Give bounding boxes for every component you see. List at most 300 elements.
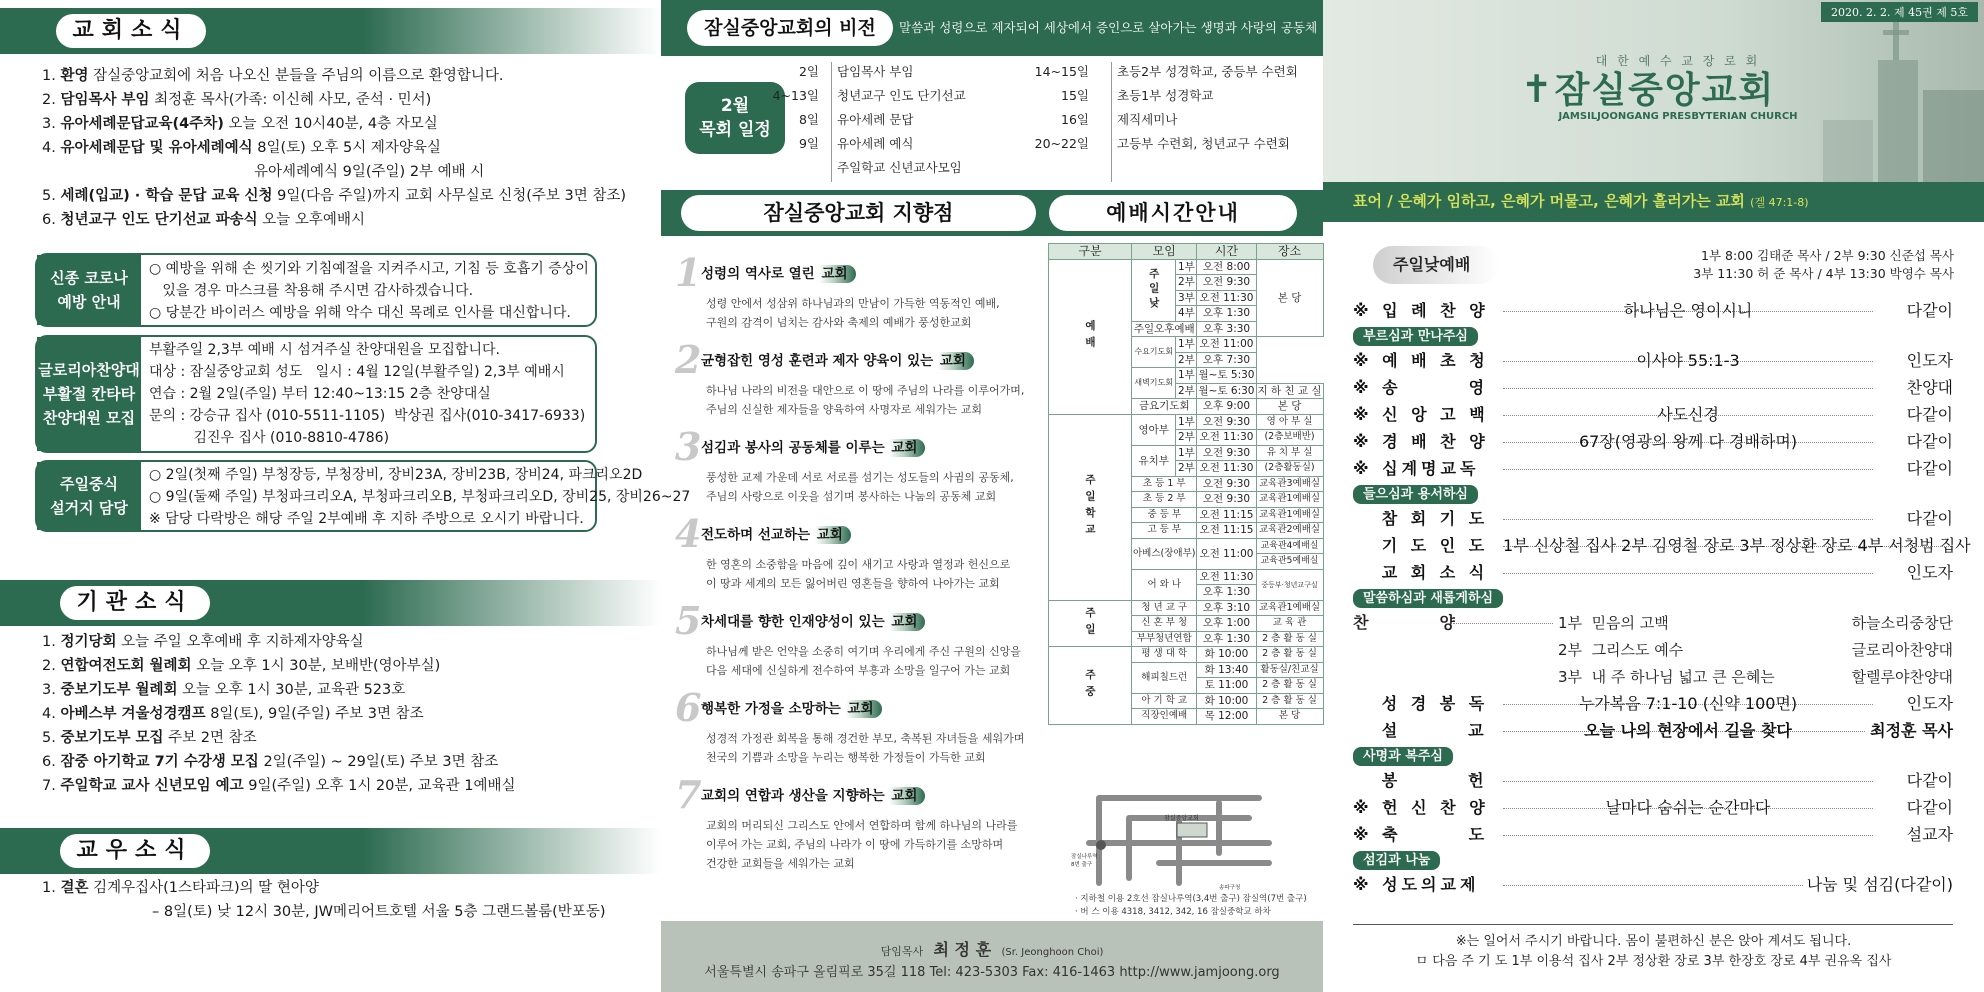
news-item (42, 900, 605, 924)
item-value: 오늘 오후 1시 30분, 교육관 523호 (182, 682, 406, 698)
item-value: 8일(토) 오후 5시 제자양육실 (257, 140, 441, 156)
news-item (42, 184, 626, 208)
table-cell: 오전 11:30 (1197, 290, 1256, 306)
vision-heading-highlight: 교회 (889, 439, 925, 457)
table-row (1049, 259, 1324, 275)
dotted-leader (1503, 573, 1873, 574)
schedule-divider (1111, 62, 1112, 182)
order-content: 이사야 55:1-3 (1636, 351, 1740, 370)
news-item (42, 702, 515, 726)
vision-line: 천국의 기쁨과 소망을 누리는 행복한 가정들이 가득한 교회 (706, 751, 986, 764)
table-cell: 1부 (1176, 368, 1197, 384)
dotted-leader (1453, 623, 1553, 624)
news-item (42, 774, 515, 798)
issue-date: 2020. 2. 2. 제 45권 제 5호 (1821, 2, 1978, 22)
table-cell: 오전 9:30 (1197, 414, 1256, 430)
table-cell: 부부청년연합 (1132, 631, 1197, 647)
order-row (1353, 795, 1953, 821)
table-cell: 오전 11:30 (1197, 569, 1256, 585)
box-label (37, 462, 141, 530)
table-cell: 오후 1:30 (1197, 631, 1256, 647)
box-label-text: 글로리아찬양대 부활절 칸타타 찬양대원 모집 (38, 361, 140, 427)
dotted-leader (1503, 469, 1873, 470)
map-note: · 지하철 이용 2호선 잠실나루역(3,4번 출구) 잠실역(7번 출구) (1075, 894, 1307, 904)
item-key: 연합여전도회 월례회 (60, 658, 192, 674)
church-news-panel (0, 0, 691, 992)
group-label: 주일학교 (1049, 414, 1132, 600)
vision-heading-text: 성령의 역사로 열린 (701, 266, 820, 282)
news-item (42, 112, 626, 136)
vision-line: 이루어 가는 교회, 주님의 나라가 이 땅에 가득하기를 소망하며 (706, 838, 1004, 851)
table-cell: 화 10:00 (1197, 693, 1256, 709)
schedule-event: 유아세례 문답 (837, 112, 914, 127)
section-tag: 섬김과 나눔 (1353, 851, 1440, 870)
map-note: · 버 스 이용 4318, 3412, 342, 16 잠실중학교 하차 (1075, 907, 1271, 917)
order-person: 다같이 (1903, 506, 1953, 532)
box-line: ○ 9일(둘째 주일) 부청파크리오A, 부청파크리오B, 부청파크리오D, 장비25, 장비26~27 (149, 489, 691, 505)
table-cell: 3부 (1176, 290, 1197, 306)
table-cell: 오전 9:30 (1197, 445, 1256, 461)
order-person: 다같이 (1903, 795, 1953, 821)
table-cell: 오전 9:30 (1197, 492, 1256, 508)
vision-heading-highlight: 교회 (819, 265, 855, 283)
corona-notice-box (35, 253, 597, 327)
order-person: 나눔 및 섬김(다같이) (1803, 872, 1953, 898)
table-cell: 2 층 활 동 실 (1256, 631, 1323, 647)
table-cell: 직장인예배 (1132, 709, 1197, 725)
schedule-event: 초등1부 성경학교 (1117, 88, 1214, 103)
table-cell: 교육관1예배실 (1256, 600, 1323, 616)
vision-line: 다음 세대에 신실하게 전수하여 부흥과 소망을 일구어 가는 교회 (706, 664, 1011, 677)
church-address: 서울특별시 송파구 올림픽로 35길 118 Tel: 423-5303 Fax: 416-1463 http://www.jamjoong.org (704, 965, 1280, 980)
vision-title: 잠실중앙교회의 비전 (687, 10, 893, 46)
vision-line: 건강한 교회들을 세워가는 교회 (706, 857, 855, 870)
item-number: 1. (42, 880, 61, 896)
vision-line: 성경적 가정관 회복을 통해 경건한 부모, 축복된 자녀들을 세워가며 (706, 732, 1025, 745)
vision-number: 6 (675, 685, 702, 730)
motto (1353, 190, 1809, 211)
order-label: 성 경 봉 독 (1353, 694, 1489, 713)
order-label: 봉 헌 (1353, 771, 1488, 790)
order-label: 설 교 (1353, 721, 1488, 740)
table-cell: 활동실/친교실 (1256, 662, 1323, 678)
table-cell: 교육관3예배실 (1256, 476, 1323, 492)
vision-description (706, 555, 1010, 593)
table-row (1049, 600, 1324, 616)
table-cell: 초 등 2 부 (1132, 492, 1197, 508)
table-cell: 평 생 대 학 (1132, 647, 1197, 663)
next-week-prayer: ㅁ 다음 주 기 도 1부 이용석 집사 2부 정상환 장로 3부 한장호 장로 4부 권유옥 집사 (1415, 954, 1892, 969)
table-cell: 오후 3:10 (1197, 600, 1256, 616)
order-content: 오늘 나의 현장에서 길을 찾다 (1584, 721, 1792, 740)
vision-heading (701, 523, 991, 547)
order-content: 누가복음 7:1-10 (신약 100면) (1578, 694, 1798, 713)
table-cell: 4부 (1176, 306, 1197, 322)
schedule-date: 4~13일 (772, 88, 819, 103)
box-line: 김진우 집사 (010-8810-4786) (149, 430, 390, 446)
vision-line: 주님의 신실한 제자들을 양육하여 사명자로 세워가는 교회 (706, 403, 983, 416)
church-name-line (1323, 69, 1973, 111)
table-row (1049, 414, 1324, 430)
item-value: 오늘 오후 1시 30분, 보배반(영아부실) (196, 658, 441, 674)
table-header: 구분 (1049, 244, 1132, 260)
section-tag: 부르심과 만나주심 (1353, 327, 1478, 346)
news-item (42, 160, 626, 184)
group-label: 주일 (1049, 600, 1132, 647)
schedule-event: 고등부 수련회, 청년교구 수련회 (1117, 136, 1290, 151)
news-item (42, 654, 515, 678)
order-person: 다같이 (1903, 768, 1953, 794)
denomination: 대 한 예 수 교 장 로 회 (1595, 54, 1761, 68)
order-row (1353, 822, 1953, 848)
order-row (1353, 298, 1953, 324)
schedule-event: 청년교구 인도 단기선교 (837, 88, 966, 103)
box-label-text: 신종 코로나 예방 안내 (50, 269, 128, 311)
item-key: 결혼 (60, 880, 89, 896)
news-item (42, 726, 515, 750)
vision-heading-text: 전도하며 선교하는 (701, 527, 815, 543)
divider (1353, 924, 1953, 925)
order-label: ※ 신 앙 고 백 (1353, 405, 1489, 424)
dotted-leader (1503, 781, 1873, 782)
schedule-date: 15일 (1061, 88, 1089, 103)
item-key: 청년교구 인도 단기선교 파송식 (60, 212, 258, 228)
schedule-date: 2일 (798, 64, 819, 79)
order-label: ※ 축 도 (1353, 825, 1489, 844)
table-cell: 월~토 5:30 (1198, 369, 1255, 382)
table-cell: 화 10:00 (1197, 647, 1256, 663)
box-line: ○ 당분간 바이러스 예방을 위해 악수 대신 목례로 인사를 대신합니다. (149, 305, 571, 321)
org-news-title: 기관소식 (60, 586, 210, 620)
table-cell: 토 11:00 (1197, 678, 1256, 694)
box-line: 부활주일 2,3부 예배 시 섬겨주실 찬양대원을 모집합니다. (149, 342, 500, 358)
table-cell: 화 13:40 (1197, 662, 1256, 678)
vision-number: 3 (675, 424, 702, 469)
order-label: 찬 양 (1353, 613, 1459, 632)
box-line: ○ 2일(첫째 주일) 부청장등, 부청장비, 장비23A, 장비23B, 장비24, 파크리오2D (149, 467, 643, 483)
church-eng-name: JAMSILJOONGANG PRESBYTERIAN CHURCH (1558, 111, 1798, 122)
table-cell: 교육관4예배실 (1256, 538, 1323, 554)
table-header: 시간 (1197, 244, 1256, 260)
anthem-title: 1부 믿음의 고백 (1558, 614, 1669, 632)
vision-heading-text: 차세대를 향한 인재양성이 있는 (701, 614, 890, 630)
schedule-event: 초등2부 성경학교, 중등부 수련회 (1117, 64, 1298, 79)
order-label: ※ 헌 신 찬 양 (1353, 798, 1489, 817)
box-line: 연습 : 2월 2일(주일) 부터 12:40~13:15 2층 찬양대실 (149, 386, 491, 402)
table-cell: 2부 (1176, 461, 1197, 477)
vision-heading-highlight: 교회 (815, 526, 851, 544)
vision-heading-text: 행복한 가정을 소망하는 (701, 701, 846, 717)
table-cell: 오전 11:15 (1197, 523, 1256, 539)
table-cell: 청 년 교 구 (1132, 600, 1197, 616)
church-logo (1323, 52, 1973, 122)
vision-panel (661, 0, 1323, 992)
order-row (1353, 402, 1953, 428)
news-item (42, 750, 515, 774)
news-item (42, 630, 515, 654)
table-cell: 어 와 나 (1132, 569, 1197, 600)
schedule-divider (831, 62, 832, 182)
order-content: 날마다 숨쉬는 순간마다 (1605, 798, 1771, 817)
order-label: ※ 예 배 초 청 (1353, 351, 1489, 370)
pastor-name: 최 정 훈 (933, 940, 992, 959)
footer (661, 921, 1323, 992)
schedule-event: 주일학교 신년교사모임 (837, 160, 962, 175)
order-row (1353, 506, 1953, 532)
map-label-office: 송파구청 (1219, 885, 1241, 891)
pastor-eng-name: (Sr. Jeonghoon Choi) (1001, 947, 1104, 958)
table-cell: 지 하 친 교 실 (1257, 384, 1322, 397)
order-row (1353, 768, 1953, 794)
item-key: 유아세례문답 및 유아세례예식 (60, 140, 253, 156)
item-number: 6. (42, 212, 61, 228)
dotted-leader (1503, 519, 1873, 520)
table-cell: 오전 11:30 (1197, 430, 1256, 446)
news-item (42, 88, 626, 112)
service-time: 1부 8:00 김태준 목사 / 2부 9:30 신준섭 목사 (1701, 248, 1954, 263)
table-cell: (2층활동실) (1256, 461, 1323, 477)
table-cell: 오후 1:00 (1197, 616, 1256, 632)
table-cell: 오후 3:30 (1197, 321, 1256, 337)
table-cell: 오전 11:00 (1197, 337, 1256, 353)
group-label: 주중 (1049, 647, 1132, 725)
church-name: 잠실중앙교회 (1554, 70, 1776, 111)
anthem-choir: 글로리아찬양대 (1851, 641, 1953, 659)
location-map (1069, 783, 1279, 893)
table-cell: 교육관1예배실 (1256, 507, 1323, 523)
table-cell: 목 12:00 (1197, 709, 1256, 725)
schedule-date: 20~22일 (1034, 136, 1089, 151)
church-cross-icon: ✝ (1520, 67, 1555, 111)
vision-description (706, 468, 1014, 506)
item-value: 유아세례예식 9일(주일) 2부 예배 시 (254, 164, 485, 180)
table-cell: 2부 (1176, 383, 1197, 399)
church-news-list (42, 64, 626, 232)
order-row (1353, 560, 1953, 586)
table-cell: 본 당 (1256, 259, 1323, 337)
vision-line: 이 땅과 세계의 모든 잃어버린 영혼들을 향하여 나아가는 교회 (706, 577, 1000, 590)
table-cell: 금요기도회 (1132, 399, 1197, 415)
motto-text: 표어 / 은혜가 임하고, 은혜가 머물고, 은혜가 흘러가는 교회 (1353, 192, 1745, 210)
table-header: 장소 (1256, 244, 1323, 260)
table-cell: 1부 (1176, 445, 1197, 461)
anthem-choir: 할렐루야찬양대 (1851, 668, 1953, 686)
order-label: 교 회 소 식 (1353, 563, 1489, 582)
worship-title: 예배시간안내 (1049, 195, 1297, 231)
table-cell: 2부 (1176, 352, 1197, 368)
table-cell: 영 아 부 실 (1256, 414, 1323, 430)
vision-line: 하나님께 받은 언약을 소중히 여기며 우리에게 주신 구원의 신앙을 (706, 645, 1021, 658)
news-item (42, 64, 626, 88)
table-cell: 오전 11:00 (1197, 538, 1256, 569)
vision-heading-highlight: 교회 (846, 700, 882, 718)
item-number: 6. (42, 754, 61, 770)
item-number: 3. (42, 116, 61, 132)
item-value: 오늘 오전 10시40분, 4층 자모실 (228, 116, 438, 132)
item-number: 7. (42, 778, 61, 794)
item-key: 환영 (60, 68, 89, 84)
table-cell: 오후 9:00 (1197, 399, 1256, 415)
box-line: ※ 담당 다락방은 해당 주일 2부예배 후 지하 주방으로 오시기 바랍니다. (149, 511, 584, 527)
schedule-date: 9일 (798, 136, 819, 151)
dotted-leader (1503, 388, 1873, 389)
item-number: 2. (42, 92, 61, 108)
item-value: 최정훈 목사(가족: 이신혜 사모, 준석 · 민서) (154, 92, 432, 108)
item-key: 중보기도부 월례회 (60, 682, 178, 698)
vision-line: 한 영혼의 소중함을 마음에 깊이 새기고 사랑과 열정과 헌신으로 (706, 558, 1011, 571)
vision-description (706, 729, 1024, 767)
table-cell: 유치부 (1132, 445, 1176, 476)
item-value: 김계우집사(1스타파크)의 딸 현아양 (93, 880, 319, 896)
item-value: 9일(주일) 오후 1시 20분, 교육관 1예배실 (248, 778, 516, 794)
item-key: 아베스부 겨울성경캠프 (60, 706, 206, 722)
box-line: 있을 경우 마스크를 착용해 주시면 감사하겠습니다. (149, 283, 474, 299)
table-cell: 교 육 관 (1256, 616, 1323, 632)
anthem-title: 3부 내 주 하나님 넓고 큰 은혜는 (1558, 668, 1775, 686)
vision-subtitle: 말씀과 성령으로 제자되어 세상에서 증인으로 살아가는 생명과 사랑의 공동체 (899, 20, 1318, 35)
vision-line: 구원의 감격이 넘치는 감사와 축제의 예배가 풍성한교회 (706, 316, 972, 329)
order-person: 찬양대 (1903, 375, 1953, 401)
vision-number: 1 (675, 250, 702, 295)
order-person: 다같이 (1903, 456, 1953, 482)
section-tag: 들으심과 용서하심 (1353, 485, 1478, 504)
order-content: 1부 신상철 집사 2부 김영철 장로 3부 정상환 장로 4부 서청범 집사 (1503, 536, 1971, 555)
schedule-event: 유아세례 예식 (837, 136, 914, 151)
schedule-date: 8일 (798, 112, 819, 127)
table-cell: 교육관1예배실 (1256, 492, 1323, 508)
vision-heading-text: 균형잡힌 영성 훈련과 제자 양육이 있는 (701, 353, 938, 369)
table-cell: 1부 (1176, 414, 1197, 430)
table-cell: 영아부 (1132, 414, 1176, 445)
order-person: 다같이 (1903, 298, 1953, 324)
item-number: 4. (42, 706, 61, 722)
vision-heading-text: 섬김과 봉사의 공동체를 이루는 (701, 440, 890, 456)
item-value: 주보 2면 참조 (168, 730, 257, 746)
item-number: 5. (42, 188, 61, 204)
anthem-title: 2부 그리스도 예수 (1558, 641, 1684, 659)
box-line: ○ 예방을 위해 손 씻기와 기침예절을 지켜주시고, 기침 등 호흡기 증상이 (149, 261, 589, 277)
vision-heading-highlight: 교회 (889, 613, 925, 631)
org-news-list (42, 630, 515, 798)
box-text (149, 339, 589, 449)
order-content: 하나님은 영이시니 (1623, 301, 1753, 320)
schedule-date: 14~15일 (1034, 64, 1089, 79)
map-notes (1075, 893, 1307, 919)
order-label: ※ 성도의교제 (1353, 875, 1480, 894)
item-value: 오늘 오후예배시 (262, 212, 365, 228)
vision-number: 2 (675, 337, 702, 382)
service-time: 3부 11:30 허 준 목사 / 4부 13:30 박영수 목사 (1693, 266, 1954, 281)
item-value: – 8일(토) 낮 12시 30분, JW메리어트호텔 서울 5층 그랜드볼룸(반포동) (152, 904, 606, 920)
vision-line: 교회의 머리되신 그리스도 안에서 연합하며 함께 하나님의 나라를 (706, 819, 1018, 832)
vision-line: 풍성한 교제 가운데 서로 서로를 섬기는 성도들의 사귐의 공동체, (706, 471, 1014, 484)
vision-description (706, 642, 1021, 680)
service-times (1693, 247, 1954, 283)
order-label: ※ 십계명교독 (1353, 459, 1480, 478)
vision-number: 5 (675, 598, 702, 643)
table-cell: 오전 9:30 (1197, 476, 1256, 492)
table-row (1049, 647, 1324, 663)
table-cell: 주일오후예배 (1132, 321, 1197, 337)
vision-heading-text: 교회의 연합과 생산을 지향하는 (701, 788, 890, 804)
table-cell: 오후 7:30 (1197, 352, 1256, 368)
box-text (149, 258, 589, 324)
vision-line: 하나님 나라의 비전을 대안으로 이 땅에 주님의 나라를 이루어가며, (706, 384, 1025, 397)
table-cell: 중 등 부 (1132, 507, 1197, 523)
box-text (149, 464, 691, 530)
order-person: 설교자 (1903, 822, 1953, 848)
schedule-label: 2월 목회 일정 (685, 82, 785, 154)
item-value: 2일(주일) ~ 29일(토) 주보 3면 참조 (263, 754, 499, 770)
worship-time-table (1048, 243, 1324, 725)
vision-heading (701, 262, 991, 286)
item-key: 담임목사 부임 (60, 92, 150, 108)
table-cell: 아 기 학 교 (1132, 693, 1197, 709)
schedule-date: 16일 (1061, 112, 1089, 127)
schedule-event: 담임목사 부임 (837, 64, 914, 79)
table-cell: 교육관5예배실 (1256, 554, 1323, 570)
table-cell: 중등부·청년교구실 (1256, 569, 1323, 600)
table-cell: 1부 (1176, 259, 1197, 275)
anthem-choir: 하늘소리중창단 (1851, 614, 1953, 632)
map-label-station: 잠실나루역 (1071, 854, 1098, 860)
item-value: 오늘 주일 오후예배 후 지하제자양육실 (121, 634, 364, 650)
order-person: 다같이 (1903, 429, 1953, 455)
standing-note: ※는 일어서 주시기 바랍니다. 몸이 불편하신 분은 앉아 계셔도 됩니다. (1455, 934, 1852, 949)
service-title: 주일낮예배 (1373, 246, 1499, 284)
item-key: 잠중 아기학교 7기 수강생 모집 (60, 754, 259, 770)
table-cell: 본 당 (1256, 399, 1323, 415)
table-cell: 유 치 부 실 (1256, 445, 1323, 461)
table-cell: 신 혼 부 청 (1132, 616, 1197, 632)
table-cell: (2층보배반) (1256, 430, 1323, 446)
vision-heading-highlight: 교회 (938, 352, 974, 370)
item-number: 1. (42, 634, 61, 650)
member-news-list (42, 876, 605, 924)
order-row (1353, 348, 1953, 374)
vision-line: 주님의 사랑으로 이웃을 섬기며 봉사하는 나눔의 공동체 교회 (706, 490, 997, 503)
dishwashing-duty-box (35, 460, 691, 532)
order-row (1353, 691, 1953, 717)
order-label: 기 도 인 도 (1353, 536, 1489, 555)
table-cell: 수요기도회 (1132, 337, 1176, 368)
vision-heading-highlight: 교회 (889, 787, 925, 805)
section-tag: 사명과 복주심 (1353, 747, 1453, 766)
order-label: ※ 입 례 찬 양 (1353, 301, 1489, 320)
table-cell: 아베스(장애부) (1132, 538, 1197, 569)
table-cell: 2부 (1176, 275, 1197, 291)
item-key: 중보기도부 모집 (60, 730, 164, 746)
vision-description (706, 381, 1024, 419)
table-cell: 고 등 부 (1132, 523, 1197, 539)
table-cell: 오전 11:30 (1197, 461, 1256, 477)
vision-number: 7 (675, 772, 702, 817)
box-label (37, 337, 141, 451)
table-cell: 2 층 활 동 실 (1256, 693, 1323, 709)
box-line: 문의 : 강승규 집사 (010-5511-1105) 박상권 집사(010-3417-6933) (149, 408, 586, 424)
order-row (1353, 456, 1953, 482)
order-row (1353, 375, 1953, 401)
table-header: 모임 (1132, 244, 1197, 260)
vision-description (706, 294, 1000, 332)
news-item (42, 876, 605, 900)
motto-ref: (겔 47:1-8) (1750, 196, 1809, 209)
item-number: 1. (42, 68, 61, 84)
box-line: 대상 : 잠실중앙교회 성도 일시 : 4월 12일(부활주일) 2,3부 예배시 (149, 364, 565, 380)
order-row (1353, 872, 1953, 898)
order-content: 67장(영광의 왕께 다 경배하며) (1578, 432, 1798, 451)
dotted-leader (1503, 835, 1873, 836)
